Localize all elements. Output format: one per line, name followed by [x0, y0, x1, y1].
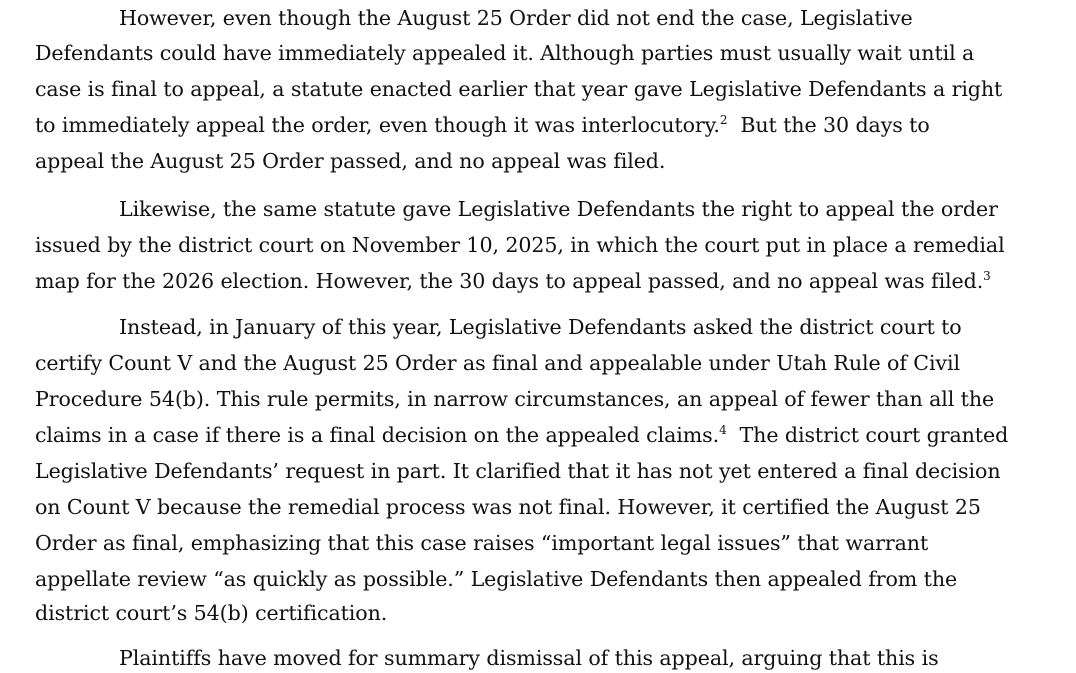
text-run: map for the 2026 election. However, the 30 days to appeal passed, and no appeal was filed.	[35, 269, 984, 293]
text-line	[35, 266, 991, 296]
text-line: Plaintiffs have moved for summary dismissal of this appeal, arguing that this is	[119, 646, 939, 670]
footnote-ref[interactable]: 4	[719, 423, 727, 437]
text-line: Procedure 54(b). This rule permits, in narrow circumstances, an appeal of fewer than all the	[35, 387, 995, 411]
footnote-ref[interactable]: 3	[983, 269, 991, 283]
text-run: claims in a case if there is a final decision on the appealed claims.	[35, 423, 720, 447]
text-line	[35, 110, 930, 140]
text-run: to immediately appeal the order, even though it was interlocutory.	[35, 113, 720, 137]
text-line: Defendants could have immediately appealed it. Although parties must usually wait until a	[35, 41, 975, 65]
text-line: Likewise, the same statute gave Legislative Defendants the right to appeal the order	[119, 197, 998, 221]
text-line: Legislative Defendants’ request in part. It clarified that it has not yet entered a final decision	[35, 459, 1001, 483]
text-line: district court’s 54(b) certification.	[35, 601, 388, 625]
text-run: But the 30 days to	[727, 113, 930, 137]
text-line: However, even though the August 25 Order did not end the case, Legislative	[119, 6, 913, 30]
text-line: case is final to appeal, a statute enacted earlier that year gave Legislative Defendants a right	[35, 77, 1003, 101]
text-run: The district court granted	[726, 423, 1009, 447]
text-line: appellate review “as quickly as possible.” Legislative Defendants then appealed from the	[35, 567, 958, 591]
text-line: certify Count V and the August 25 Order as final and appealable under Utah Rule of Civil	[35, 351, 960, 375]
text-line: on Count V because the remedial process was not final. However, it certified the August 25	[35, 495, 981, 519]
text-line	[35, 420, 1008, 450]
text-line: issued by the district court on November 10, 2025, in which the court put in place a remedial	[35, 233, 1005, 257]
footnote-ref[interactable]: 2	[719, 113, 728, 127]
text-line: Instead, in January of this year, Legislative Defendants asked the district court to	[119, 315, 962, 339]
text-line: Order as final, emphasizing that this case raises “important legal issues” that warrant	[35, 531, 929, 555]
text-line: appeal the August 25 Order passed, and no appeal was filed.	[35, 149, 666, 173]
